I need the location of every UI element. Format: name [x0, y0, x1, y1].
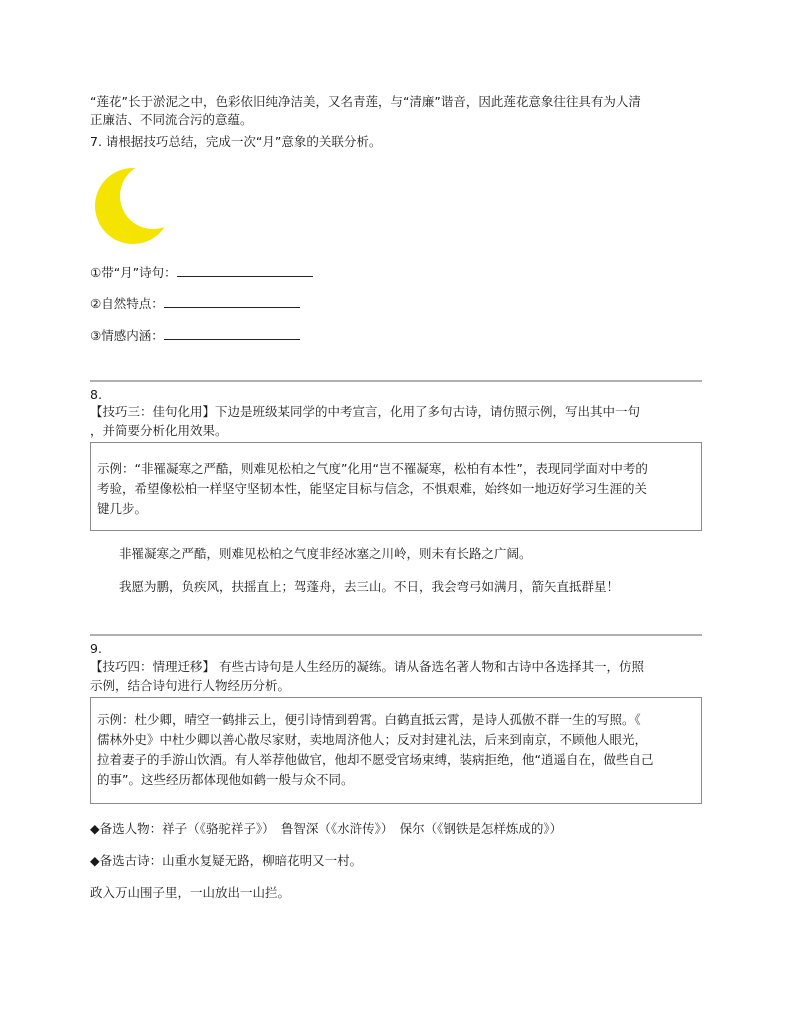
field-emotion [90, 325, 300, 345]
example-9-line-3: 拉着妻子的手游山饮酒。有人举荐他做官，他却不愿受官场束缚，装病拒绝，他“逍遥自在，做些自己 [97, 752, 654, 767]
question-9-number: 9. [90, 641, 102, 656]
example-9-line-1: 示例：杜少卿，晴空一鹤排云上，便引诗情到碧霄。白鹤直抵云霄，是诗人孤傲不群一生的写照。《 [97, 712, 641, 727]
field-moon-poem [90, 262, 313, 282]
question-9-example-box [90, 697, 702, 804]
question-8-prompt-line-1: 【技巧三：佳句化用】下边是班级某同学的中考宣言，化用了多句古诗，请仿照示例，写出其中一句 [90, 404, 641, 419]
intro-line-1: “莲花”长于淤泥之中，色彩依旧纯净洁美，又名青莲，与“清廉”谐音，因此莲花意象往往具有为人清 [90, 94, 641, 109]
candidate-characters: ◆备选人物：祥子（《骆驼祥子》） 鲁智深（《水浒传》） 保尔（《钢铁是怎样炼成的》） [90, 821, 563, 836]
example-8-line-3: 键几步。 [97, 501, 148, 516]
field-moon-poem-label: ①带“月”诗句： [90, 265, 177, 280]
question-8-example-box [90, 442, 702, 531]
crescent-moon-icon [95, 166, 175, 246]
candidate-poem-2: 政入万山围子里，一山放出一山拦。 [90, 885, 291, 900]
declaration-line-2: 我愿为鹏，负疾风，扶摇直上；驾蓬舟，去三山。不日，我会弯弓如满月，箭矢直抵群星！ [119, 579, 620, 594]
example-8-line-2: 考验，希望像松柏一样坚守坚韧本性，能坚定目标与信念，不惧艰难，始终如一地迈好学习生涯的关 [97, 481, 648, 496]
field-natural-feature [90, 293, 300, 313]
question-8-number: 8. [90, 387, 102, 402]
question-9-prompt-line-1: 【技巧四：情理迁移】 有些古诗句是人生经历的凝练。请从备选名著人物和古诗中各选择其一，仿照 [90, 659, 644, 674]
question-8-prompt-line-2: ，并简要分析化用效果。 [90, 423, 228, 438]
declaration-line-1: 非罹凝寒之严酷，则难见松柏之气度非经冰塞之川岭，则未有长路之广阔。 [119, 546, 532, 561]
section-divider [90, 634, 702, 636]
example-9-line-2: 儒林外史》中杜少卿以善心散尽家财，卖地周济他人；反对封建礼法，后来到南京，不顾他人眼光， [97, 732, 648, 747]
question-7-prompt: 7. 请根据技巧总结，完成一次“月”意象的关联分析。 [90, 134, 382, 149]
intro-line-2: 正廉洁、不同流合污的意蕴。 [90, 112, 253, 127]
field-natural-feature-label: ②自然特点： [90, 296, 164, 311]
natural-feature-blank[interactable] [164, 293, 300, 308]
question-9-prompt-line-2: 示例，结合诗句进行人物经历分析。 [90, 678, 291, 693]
moon-poem-blank[interactable] [177, 262, 313, 277]
example-9-line-4: 的事”。这些经历都体现他如鹤一般与众不同。 [97, 772, 354, 787]
section-divider [90, 380, 702, 382]
example-8-line-1: 示例：“非罹凝寒之严酷，则难见松柏之气度”化用“岂不罹凝寒，松柏有本性”，表现同学面对中考的 [97, 461, 648, 476]
field-emotion-label: ③情感内涵： [90, 328, 164, 343]
candidate-poems: ◆备选古诗：山重水复疑无路，柳暗花明又一村。 [90, 853, 363, 868]
emotion-blank[interactable] [164, 325, 300, 340]
